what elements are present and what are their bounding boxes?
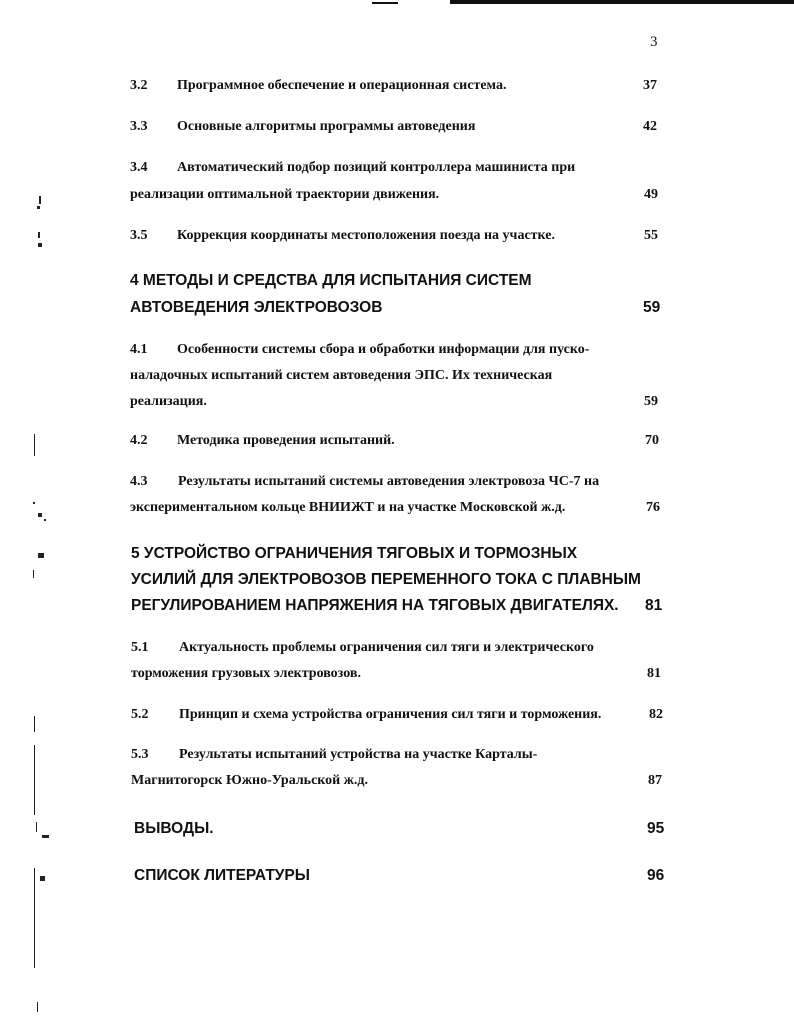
toc-entry-page: 49 [644, 187, 658, 202]
toc-entry-number: 4.1 [130, 342, 148, 357]
toc-entry-page: 42 [643, 119, 657, 134]
toc-entry-page: 87 [648, 773, 662, 788]
toc-entry-title-cont: Магнитогорск Южно-Уральской ж.д. [131, 773, 368, 788]
toc-entry-title-cont: торможения грузовых электровозов. [131, 666, 361, 681]
chapter-page: 81 [645, 597, 663, 614]
toc-entry-title: Особенности системы сбора и обработки информации для пуско- [177, 342, 590, 357]
toc-entry-title: Программное обеспечение и операционная система. [177, 78, 507, 93]
scan-mark [38, 513, 42, 517]
toc-entry-title-cont: экспериментальном кольце ВНИИЖТ и на участке Московской ж.д. [130, 500, 566, 515]
chapter-title-cont: УСИЛИЙ ДЛЯ ЭЛЕКТРОВОЗОВ ПЕРЕМЕННОГО ТОКА С ПЛАВНЫМ [131, 571, 641, 588]
scan-mark [44, 519, 46, 521]
scan-mark [33, 570, 34, 578]
chapter-page: 96 [647, 867, 665, 884]
toc-entry-page: 55 [644, 228, 658, 243]
scan-mark [40, 876, 45, 881]
toc-entry-title-cont: реализация. [130, 394, 207, 409]
scan-mark [34, 434, 35, 456]
chapter-title: 5 УСТРОЙСТВО ОГРАНИЧЕНИЯ ТЯГОВЫХ И ТОРМОЗНЫХ [131, 545, 578, 562]
toc-entry-page: 70 [645, 433, 659, 448]
toc-entry-number: 5.3 [131, 747, 149, 762]
toc-entry-title: Методика проведения испытаний. [177, 433, 395, 448]
scan-mark [34, 868, 35, 968]
chapter-title-cont: АВТОВЕДЕНИЯ ЭЛЕКТРОВОЗОВ [130, 299, 383, 316]
toc-entry-title-cont: наладочных испытаний систем автоведения ЭПС. Их техническая [130, 368, 553, 383]
toc-entry-page: 82 [649, 707, 663, 722]
toc-entry-title: Принцип и схема устройства ограничения сил тяги и торможения. [179, 707, 602, 722]
scan-mark [33, 502, 35, 504]
toc-entry-title: Актуальность проблемы ограничения сил тяги и электрического [179, 640, 594, 655]
chapter-title: СПИСОК ЛИТЕРАТУРЫ [134, 867, 310, 884]
toc-entry-page: 37 [643, 78, 657, 93]
toc-entry-title: Основные алгоритмы программы автоведения [177, 119, 476, 134]
toc-entry-title-cont: реализации оптимальной траектории движения. [130, 187, 440, 202]
chapter-title: 4 МЕТОДЫ И СРЕДСТВА ДЛЯ ИСПЫТАНИЯ СИСТЕМ [130, 272, 532, 289]
scan-mark [34, 745, 35, 815]
chapter-page: 59 [643, 299, 661, 316]
scan-mark [34, 716, 35, 732]
toc-entry-number: 3.4 [130, 160, 148, 175]
toc-entry-page: 76 [646, 500, 660, 515]
scan-artifact-top [450, 0, 794, 4]
scan-mark [37, 206, 40, 209]
toc-entry-title: Коррекция координаты местоположения поезда на участке. [177, 228, 555, 243]
page-number: 3 [650, 34, 658, 50]
toc-entry-number: 5.1 [131, 640, 149, 655]
scan-mark [38, 243, 42, 247]
toc-entry-number: 4.2 [130, 433, 148, 448]
toc-entry-title: Результаты испытаний устройства на участке Карталы- [179, 747, 538, 762]
toc-entry-number: 4.3 [130, 474, 148, 489]
toc-entry-title: Результаты испытаний системы автоведения электровоза ЧС-7 на [178, 474, 600, 489]
chapter-title: ВЫВОДЫ. [134, 820, 214, 837]
chapter-page: 95 [647, 820, 665, 837]
toc-entry-page: 81 [647, 666, 661, 681]
toc-entry-number: 3.3 [130, 119, 148, 134]
scan-mark [36, 822, 37, 832]
scan-mark [37, 1002, 38, 1012]
scan-artifact-top-short [372, 2, 398, 4]
toc-entry-number: 3.2 [130, 78, 148, 93]
toc-entry-page: 59 [644, 394, 658, 409]
toc-entry-number: 3.5 [130, 228, 148, 243]
scan-mark [38, 553, 44, 558]
scan-mark [42, 835, 49, 838]
toc-entry-number: 5.2 [131, 707, 149, 722]
toc-entry-title: Автоматический подбор позиций контроллера машиниста при [177, 160, 576, 175]
scan-mark [39, 196, 41, 204]
chapter-title-cont: РЕГУЛИРОВАНИЕМ НАПРЯЖЕНИЯ НА ТЯГОВЫХ ДВИГАТЕЛЯХ. [131, 597, 619, 614]
scan-mark [38, 232, 40, 238]
